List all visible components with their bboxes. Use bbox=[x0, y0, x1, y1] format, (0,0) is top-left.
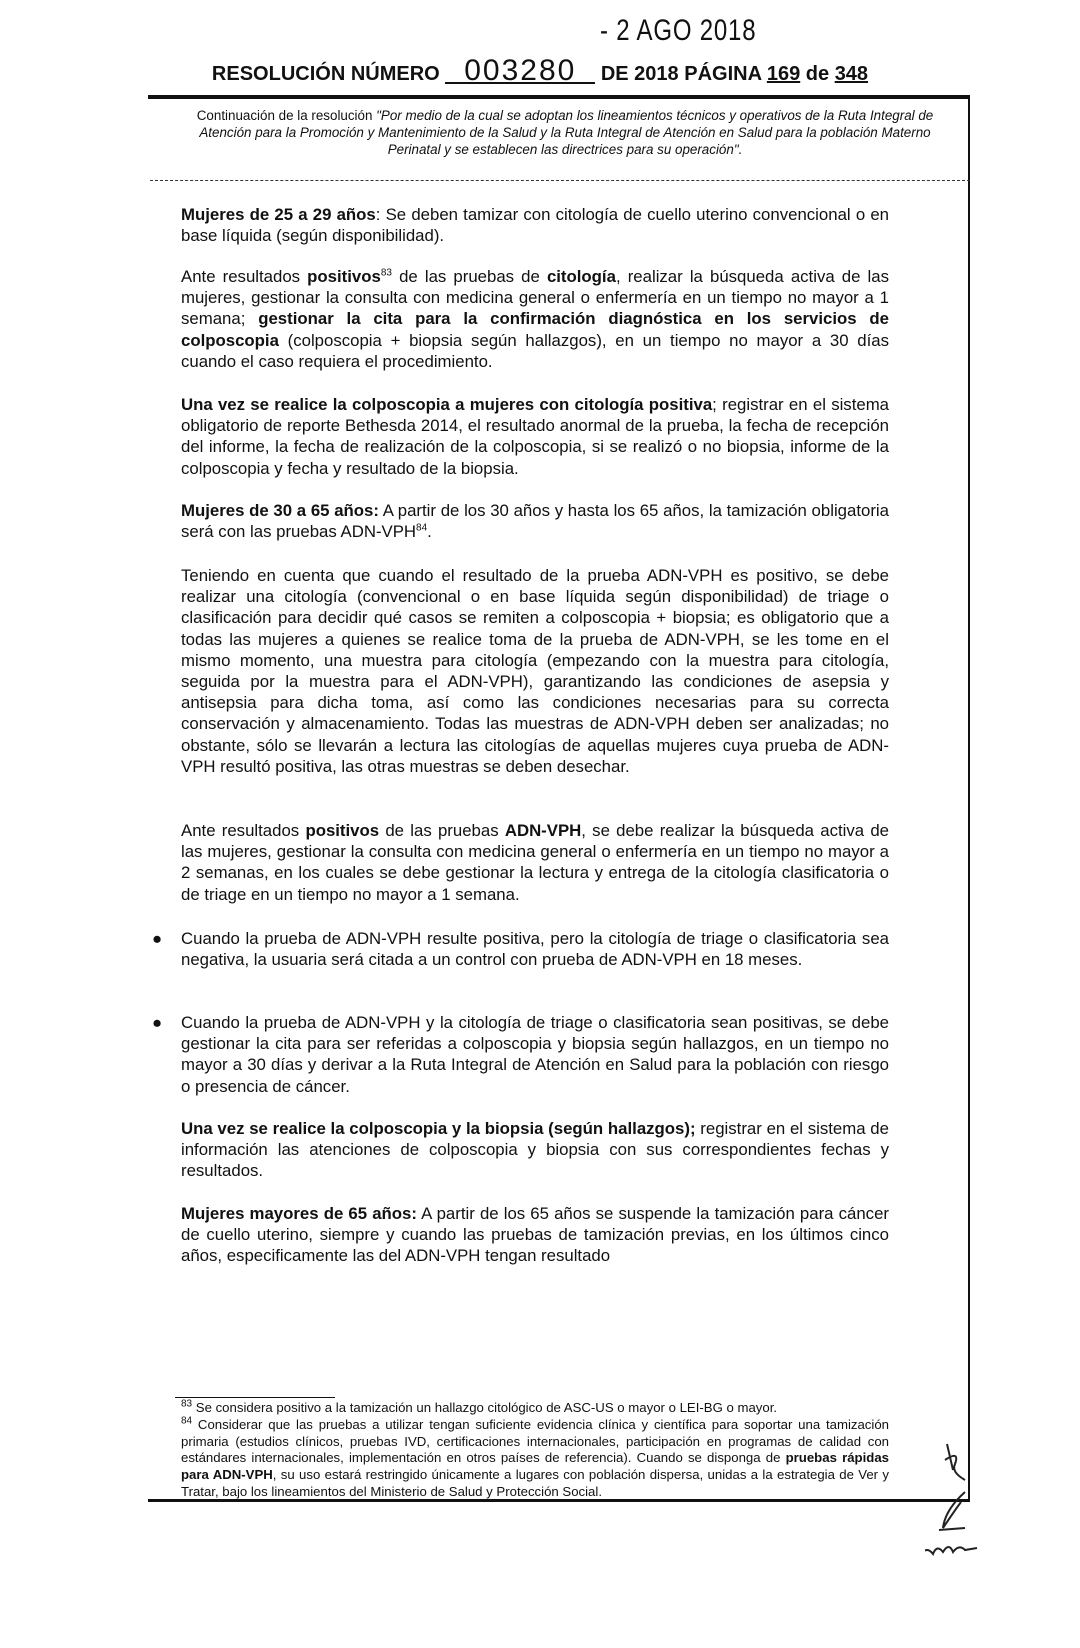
text: de las pruebas de bbox=[391, 267, 547, 286]
bullet-text: Cuando la prueba de ADN-VPH y la citología de triage o clasificatoria sean positivas, se debe gestionar la cita para ser referidas a colposcopia y biopsia según hallazgos, en un tiempo no mayor a 30 días y derivar a la Ruta Integral de Atención en Salud para la población con riesgo o presencia de cáncer. bbox=[181, 1013, 889, 1096]
header-year: DE 2018 PÁGINA bbox=[600, 63, 762, 85]
continuation-note bbox=[175, 107, 955, 158]
text: Ante resultados bbox=[181, 267, 308, 286]
date-stamp: - 2 AGO 2018 bbox=[600, 14, 757, 47]
bold-lead: Una vez se realice la colposcopia a mujeres con citología positiva bbox=[181, 395, 713, 414]
paragraph-30-65 bbox=[181, 500, 889, 542]
paragraph-text: : Se deben tamizar con citología de cuello uterino convencional o en base líquida (según disponibilidad). bbox=[181, 205, 889, 246]
footnote-ref: 83 bbox=[380, 267, 392, 279]
bold-text: citología bbox=[546, 267, 616, 286]
text: (colposcopia + biopsia según hallazgos), en un tiempo no mayor a 30 días cuando el caso requiera el procedimiento. bbox=[181, 330, 889, 371]
page-total: 348 bbox=[834, 63, 869, 85]
footnote-number: 84 bbox=[181, 1415, 193, 1427]
text: Ante resultados bbox=[181, 821, 306, 840]
handwritten-initials bbox=[925, 1430, 1015, 1570]
footnote-number: 83 bbox=[181, 1398, 193, 1410]
paragraph-25-29 bbox=[181, 204, 889, 246]
bold-text: positivos bbox=[307, 267, 381, 286]
continuation-title: "Por medio de la cual se adoptan los lineamientos técnicos y operativos de la Ruta Integral de Atención para la Promoción y Mantenimiento de la Salud y la Ruta Integral de Atención en Salud para la población Materno Perinatal y se establecen las directrices para su operación". bbox=[199, 108, 934, 157]
paragraph-text: A partir de los 30 años y hasta los 65 años, la tamización obligatoria será con las pruebas ADN-VPH bbox=[181, 501, 889, 542]
footnote-text: , su uso estará restringido únicamente a lugares con población dispersa, unidas a la estrategia de Ver y Tratar, bajo los lineamientos del Ministerio de Salud y Protección Social. bbox=[181, 1467, 889, 1499]
paragraph-text: A partir de los 65 años se suspende la tamización para cáncer de cuello uterino, siempre y cuando las pruebas de tamización previas, en los últimos cinco años, especificamente las del ADN-VPH tengan resultado bbox=[181, 1204, 889, 1266]
paragraph-text: registrar en el sistema de información las atenciones de colposcopia y biopsia con sus correspondientes fechas y resultados. bbox=[181, 1119, 889, 1181]
bullet-item bbox=[152, 1012, 889, 1097]
dashed-divider bbox=[150, 180, 970, 181]
bold-text: ADN-VPH bbox=[504, 821, 582, 840]
bullet-icon: ● bbox=[152, 929, 163, 948]
text: , realizar la búsqueda activa de las mujeres, gestionar la consulta con medicina general o enfermería en un tiempo no mayor a 1 semana; bbox=[181, 267, 889, 329]
footnotes bbox=[181, 1400, 889, 1501]
text: de las pruebas bbox=[379, 821, 505, 840]
paragraph-colposcopia bbox=[181, 394, 889, 479]
resolution-number: 003280 bbox=[445, 60, 595, 84]
resolution-header bbox=[0, 54, 1080, 87]
paragraph-adn-vph: Teniendo en cuenta que cuando el resultado de la prueba ADN-VPH es positivo, se debe realizar una citología (convencional o en base líquida según disponibilidad) de triage o clasificación para decidir qué casos se remiten a colposcopia + biopsia; es obligatorio que a todas las mujeres a quienes se realice toma de la prueba de ADN-VPH, se les tome en el mismo momento, una muestra para citología (empezando con la muestra para citología, seguida por la muestra para el ADN-VPH), garantizando las condiciones de asepsia y antisepsia para dicha toma, así como las condiciones necesarias para su correcta conservación y almacenamiento. Todas las muestras de ADN-VPH deben ser analizadas; no obstante, sólo se llevarán a lectura las citologías de aquellas mujeres cuya prueba de ADN-VPH resultó positiva, las otras muestras se deben desechar. bbox=[181, 566, 889, 776]
bold-lead: Una vez se realice la colposcopia y la biopsia (según hallazgos); bbox=[181, 1119, 696, 1138]
paragraph-text: ; registrar en el sistema obligatorio de reporte Bethesda 2014, el resultado anormal de la prueba, la fecha de recepción del informe, la fecha de realización de la colposcopia, si se realizó o no biopsia, informe de la colposcopia y fecha y resultado de la biopsia. bbox=[181, 395, 890, 478]
header-of: de bbox=[805, 63, 830, 85]
bold-text: gestionar la cita para la confirmación diagnóstica en los servicios de colposcopia bbox=[181, 309, 890, 350]
page-number: 169 bbox=[766, 63, 801, 85]
initials-mark bbox=[945, 1444, 965, 1480]
footnote-text: Considerar que las pruebas a utilizar tengan suficiente evidencia clínica y científica para soportar una tamización primaria (estudios clínicos, pruebas IVD, certificaciones internacionales, participación en programas de calidad con estándares internacionales, implementación en otros países de referencia). Cuando se disponga de bbox=[181, 1416, 889, 1466]
bullet-text: Cuando la prueba de ADN-VPH resulte positiva, pero la citología de triage o clasificatoria sea negativa, la usuaria será citada a un control con prueba de ADN-VPH en 18 meses. bbox=[181, 929, 889, 970]
continuation-lead: Continuación de la resolución bbox=[196, 108, 377, 123]
bold-lead: Mujeres mayores de 65 años: bbox=[181, 1204, 417, 1223]
footnote-ref: 84 bbox=[416, 522, 428, 534]
paragraph-citologia-positiva bbox=[181, 266, 889, 372]
bold-lead: Mujeres de 30 a 65 años: bbox=[181, 501, 379, 520]
bold-text: pruebas rápidas para ADN-VPH bbox=[181, 1450, 889, 1483]
footnote-84 bbox=[181, 1417, 889, 1501]
paragraph-colposcopia-biopsia bbox=[181, 1118, 889, 1182]
bold-text: positivos bbox=[305, 821, 380, 840]
bullet-item bbox=[152, 928, 889, 970]
footnote-text: Se considera positivo a la tamización un hallazgo citológico de ASC-US o mayor o LEI-BG o mayor. bbox=[192, 1400, 778, 1415]
bullet-icon: ● bbox=[152, 1013, 163, 1032]
bold-lead: Mujeres de 25 a 29 años bbox=[181, 205, 376, 224]
paragraph-mayores-65 bbox=[181, 1203, 889, 1267]
text: , se debe realizar la búsqueda activa de las mujeres, gestionar la consulta con medicina general o enfermería en un tiempo no mayor a 2 semanas, en los cuales se debe gestionar la lectura y entrega de la citología clasificatoria o de triage en un tiempo no mayor a 1 semana. bbox=[181, 821, 889, 904]
paragraph-adn-vph-positivos bbox=[181, 820, 889, 905]
initials-mark bbox=[939, 1492, 965, 1530]
initials-mark bbox=[925, 1547, 977, 1554]
header-prefix: RESOLUCIÓN NÚMERO bbox=[211, 63, 440, 85]
text: . bbox=[427, 522, 432, 542]
footnote-83 bbox=[181, 1400, 889, 1417]
footnote-divider bbox=[175, 1397, 335, 1398]
